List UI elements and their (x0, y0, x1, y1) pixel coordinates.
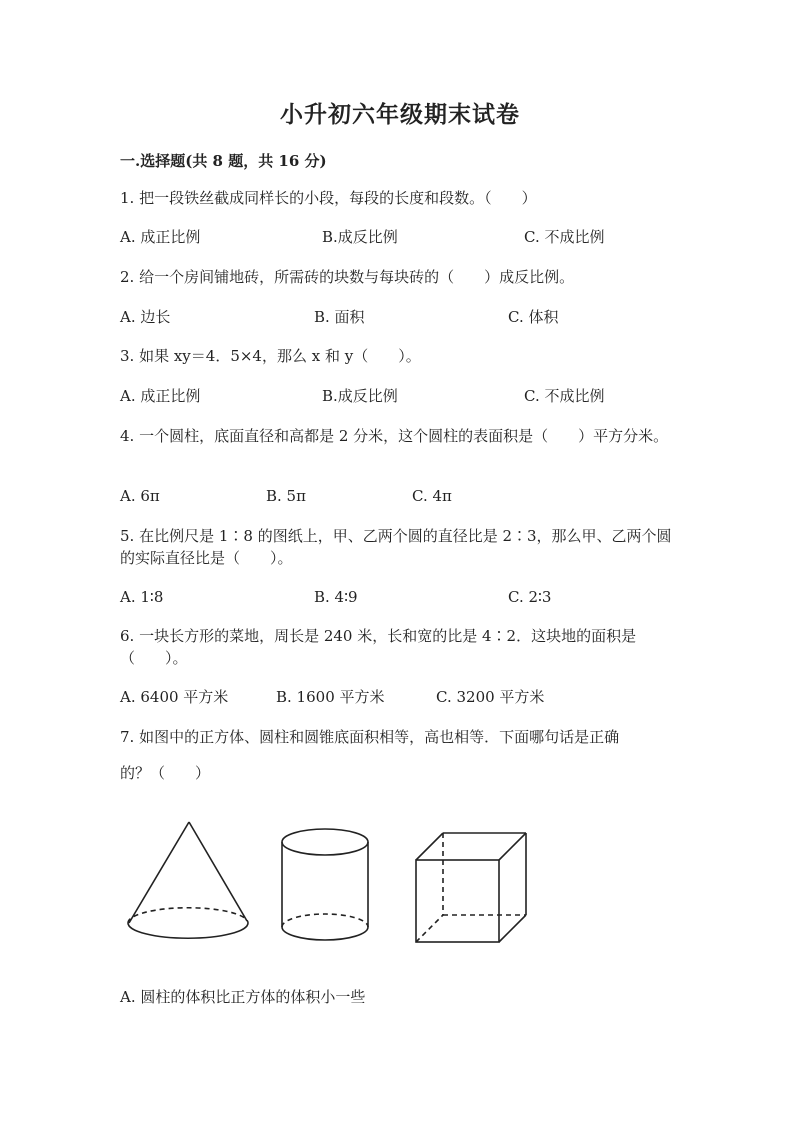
q4-option-a[interactable]: A. 6π (120, 487, 160, 505)
q1-option-c[interactable]: C. 不成比例 (524, 228, 605, 246)
question-6: 6. 一块长方形的菜地，周长是 240 米，长和宽的比是 4∶2．这块地的面积是（ ）。 (120, 627, 637, 667)
cone-figure (128, 822, 248, 938)
q2-option-c[interactable]: C. 体积 (508, 308, 559, 326)
page-title: 小升初六年级期末试卷 (280, 101, 520, 128)
question-2: 2. 给一个房间铺地砖，所需砖的块数与每块砖的（ ）成反比例。 (120, 268, 575, 286)
q6-option-c[interactable]: C. 3200 平方米 (436, 688, 545, 706)
q5-option-b[interactable]: B. 4∶9 (314, 588, 358, 606)
q5-option-c[interactable]: C. 2∶3 (508, 588, 552, 606)
question-7-line-2: 的？（ ） (120, 764, 211, 782)
question-7-line-1: 7. 如图中的正方体、圆柱和圆锥底面积相等，高也相等．下面哪句话是正确 (120, 728, 620, 746)
q6-option-a[interactable]: A. 6400 平方米 (120, 688, 229, 706)
q3-option-c[interactable]: C. 不成比例 (524, 387, 605, 405)
cube-figure (416, 833, 526, 942)
q4-option-b[interactable]: B. 5π (266, 487, 306, 505)
q2-option-b[interactable]: B. 面积 (314, 308, 365, 326)
q5-option-a[interactable]: A. 1∶8 (120, 588, 164, 606)
question-4: 4. 一个圆柱，底面直径和高都是 2 分米，这个圆柱的表面积是（ ）平方分米。 (120, 427, 669, 445)
geometry-figures (110, 810, 550, 955)
q3-option-a[interactable]: A. 成正比例 (120, 387, 201, 405)
cylinder-figure (282, 829, 368, 940)
q1-option-b[interactable]: B.成反比例 (322, 228, 398, 246)
q3-option-b[interactable]: B.成反比例 (322, 387, 398, 405)
q7-option-a[interactable]: A. 圆柱的体积比正方体的体积小一些 (120, 988, 366, 1006)
question-5: 5. 在比例尺是 1∶8 的图纸上，甲、乙两个圆的直径比是 2∶3，那么甲、乙两个圆的实际直径比是（ ）。 (120, 527, 672, 567)
question-3: 3. 如果 xy＝4．5×4，那么 x 和 y（ ）。 (120, 347, 421, 365)
q6-option-b[interactable]: B. 1600 平方米 (276, 688, 385, 706)
q1-option-a[interactable]: A. 成正比例 (120, 228, 201, 246)
q2-option-a[interactable]: A. 边长 (120, 308, 171, 326)
section-heading: 一.选择题(共 8 题，共 16 分) (120, 152, 327, 170)
q4-option-c[interactable]: C. 4π (412, 487, 452, 505)
question-1: 1. 把一段铁丝截成同样长的小段，每段的长度和段数。（ ） (120, 189, 537, 207)
